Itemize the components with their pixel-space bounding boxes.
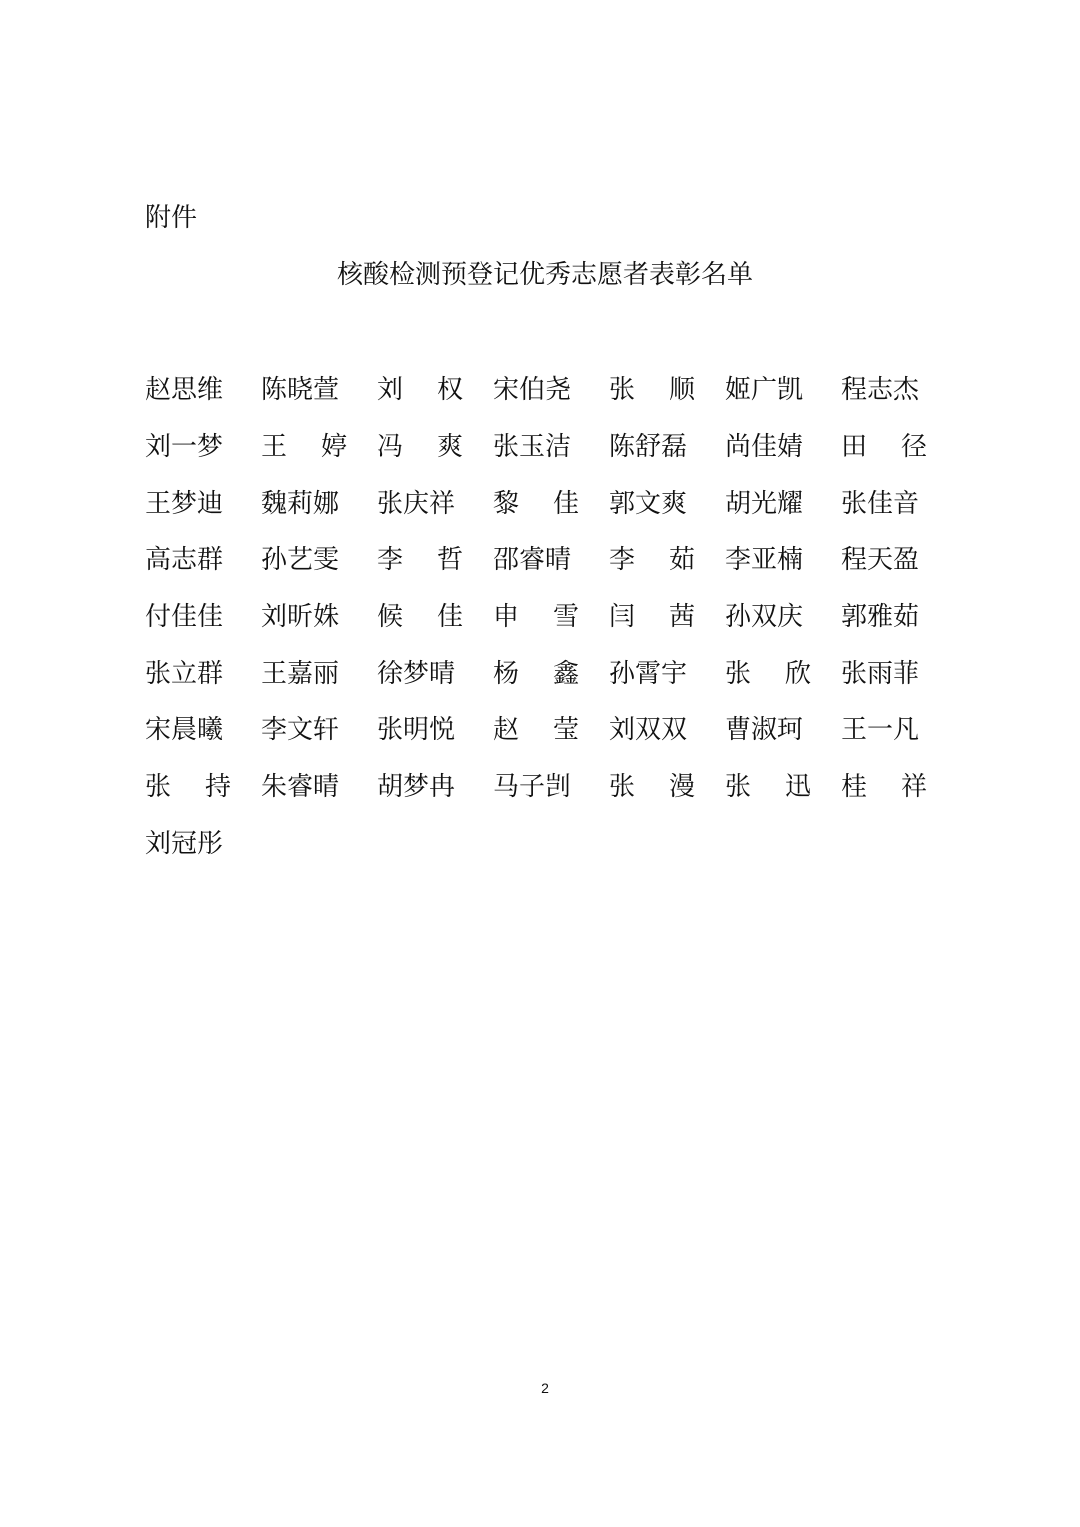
name-entry: 张庆祥	[377, 488, 456, 519]
name-entry: 刘双双	[609, 715, 688, 746]
name-entry: 闫 茜	[609, 602, 695, 633]
name-entry: 高志群	[145, 545, 224, 576]
name-entry: 张 持	[145, 772, 231, 803]
name-entry: 王梦迪	[145, 488, 224, 519]
name-row	[145, 759, 945, 816]
name-entry: 桂 祥	[841, 772, 927, 803]
name-entry: 徐梦晴	[377, 658, 456, 689]
attachment-label: 附件	[145, 203, 198, 233]
name-entry: 张 漫	[609, 772, 695, 803]
name-row	[145, 532, 945, 589]
name-entry: 李 哲	[377, 545, 463, 576]
name-row	[145, 419, 945, 476]
names-list	[145, 362, 945, 872]
name-entry: 程天盈	[841, 545, 920, 576]
name-entry: 孙艺雯	[261, 545, 340, 576]
name-entry: 朱睿晴	[261, 772, 340, 803]
name-entry: 张 欣	[725, 658, 811, 689]
name-entry: 赵 莹	[493, 715, 579, 746]
name-entry: 邵睿晴	[493, 545, 572, 576]
name-entry: 刘冠彤	[145, 828, 224, 859]
name-entry: 姬广凯	[725, 375, 804, 406]
name-entry: 宋晨曦	[145, 715, 224, 746]
name-row	[145, 475, 945, 532]
name-row	[145, 362, 945, 419]
name-entry: 陈晓萱	[261, 375, 340, 406]
name-entry: 张明悦	[377, 715, 456, 746]
name-entry: 王 婷	[261, 432, 347, 463]
name-entry: 刘一梦	[145, 432, 224, 463]
page-number: 2	[541, 1380, 549, 1396]
name-entry: 张 迅	[725, 772, 811, 803]
name-entry: 王嘉丽	[261, 658, 340, 689]
name-entry: 胡梦冉	[377, 772, 456, 803]
name-entry: 刘昕姝	[261, 602, 340, 633]
name-entry: 郭文爽	[609, 488, 688, 519]
name-entry: 冯 爽	[377, 432, 463, 463]
name-entry: 张雨菲	[841, 658, 920, 689]
name-entry: 魏莉娜	[261, 488, 340, 519]
name-entry: 张 顺	[609, 375, 695, 406]
name-entry: 马子剀	[493, 772, 572, 803]
name-row	[145, 702, 945, 759]
document-title: 核酸检测预登记优秀志愿者表彰名单	[336, 260, 753, 290]
name-entry: 李亚楠	[725, 545, 804, 576]
name-entry: 张立群	[145, 658, 224, 689]
name-entry: 陈舒磊	[609, 432, 688, 463]
name-entry: 付佳佳	[145, 602, 224, 633]
name-entry: 候 佳	[377, 602, 463, 633]
name-entry: 郭雅茹	[841, 602, 920, 633]
name-entry: 赵思维	[145, 375, 224, 406]
name-entry: 曹淑珂	[725, 715, 804, 746]
name-entry: 孙霄宇	[609, 658, 688, 689]
name-entry: 程志杰	[841, 375, 920, 406]
name-entry: 王一凡	[841, 715, 920, 746]
name-entry: 黎 佳	[493, 488, 579, 519]
name-entry: 张佳音	[841, 488, 920, 519]
name-entry: 李文轩	[261, 715, 340, 746]
name-entry: 田 径	[841, 432, 927, 463]
name-entry: 杨 鑫	[493, 658, 579, 689]
name-entry: 孙双庆	[725, 602, 804, 633]
name-row	[145, 645, 945, 702]
name-entry: 李 茹	[609, 545, 695, 576]
name-entry: 胡光耀	[725, 488, 804, 519]
name-entry: 张玉洁	[493, 432, 572, 463]
name-entry: 宋伯尧	[493, 375, 572, 406]
name-entry: 刘 权	[377, 375, 463, 406]
name-entry: 申 雪	[493, 602, 579, 633]
name-entry: 尚佳婧	[725, 432, 804, 463]
name-row	[145, 816, 945, 873]
name-row	[145, 589, 945, 646]
